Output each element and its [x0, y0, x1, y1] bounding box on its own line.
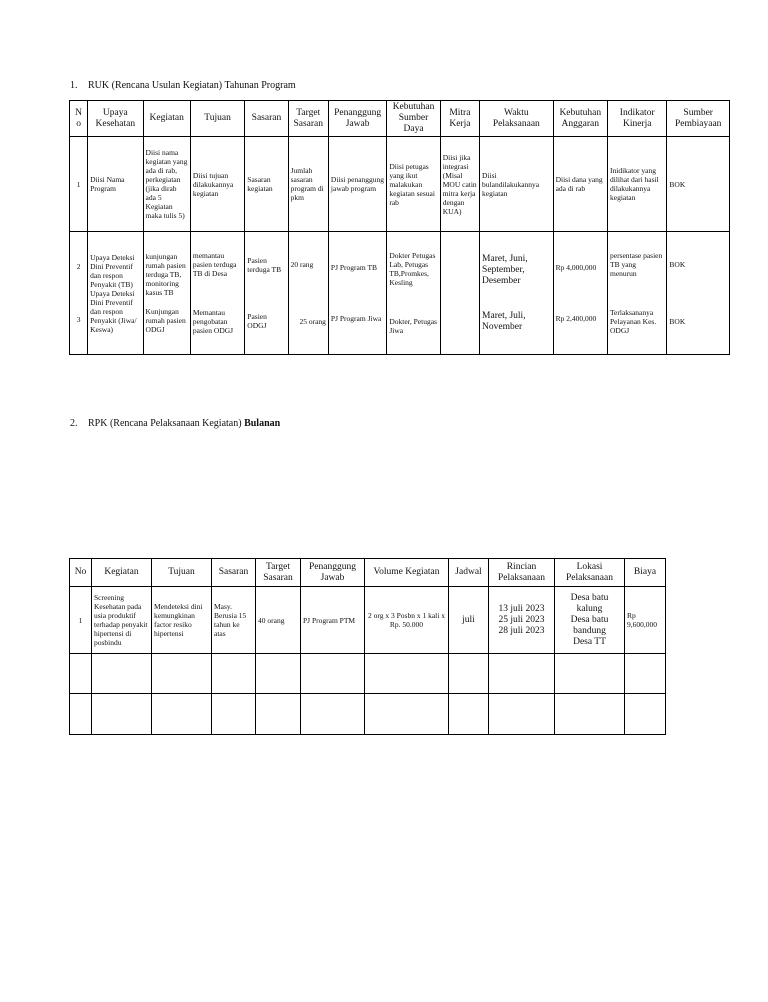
ruk-header-no: N o [70, 101, 88, 137]
rpk-header-tujuan: Tujuan [152, 559, 212, 587]
ruk-row3-target: 25 orang [299, 317, 326, 326]
ruk-row3-kegiatan: Kunjungan rumah pasien ODGJ [145, 307, 186, 334]
rpk-empty-row-1 [70, 654, 666, 694]
empty-cell [92, 694, 152, 735]
rpk-header-row [70, 559, 666, 587]
ruk-cell-target-group [288, 232, 328, 355]
ruk-row2-no: 2 [76, 262, 81, 271]
rpk-header-biaya: Biaya [625, 559, 666, 587]
ruk-row2-kegiatan: kunjungan rumah pasien terduga TB, monitoring kasus TB [145, 252, 186, 297]
ruk-header-anggaran: Kebutuhan Anggaran [553, 101, 607, 137]
section1-number: 1. [70, 80, 78, 91]
ruk-cell-tujuan-group [190, 232, 244, 355]
ruk-cell-pj-group [328, 232, 386, 355]
rpk-cell-sasaran: Masy. Berusia 15 tahun ke atas [212, 587, 256, 654]
ruk-row-1 [70, 137, 730, 232]
ruk-cell-mitra: Diisi jika integrasi (Misal MOU catin mitra kerja dengan KUA) [440, 137, 479, 232]
ruk-cell-upaya-group [88, 232, 143, 355]
ruk-cell-sasaran-group [245, 232, 288, 355]
ruk-cell-sumber-daya: Diisi petugas yang ikut malakukan kegiatan sesuai rab [387, 137, 440, 232]
ruk-header-row [70, 101, 730, 137]
rpk-cell-volume: 2 org x 3 Posbn x 1 kali x Rp. 50.000 [365, 587, 449, 654]
empty-cell [70, 694, 92, 735]
section1-heading [70, 80, 296, 92]
empty-cell [555, 654, 625, 694]
ruk-cell-indikator: Inidikator yang dilihat dari hasil dilakukannya kegiatan [607, 137, 666, 232]
ruk-cell-waktu: Diisi bulandilakukannya kegiatan [480, 137, 554, 232]
rpk-lokasi-3: Desa TT [573, 636, 606, 647]
rpk-header-no: No [70, 559, 92, 587]
empty-cell [365, 654, 449, 694]
ruk-header-mitra: Mitra Kerja [440, 101, 479, 137]
empty-cell [489, 694, 555, 735]
rpk-empty-row-2 [70, 694, 666, 735]
section2-heading [70, 418, 280, 430]
ruk-cell-anggaran-group [553, 232, 607, 355]
ruk-header-tujuan: Tujuan [190, 101, 244, 137]
ruk-cell-waktu-group [480, 232, 554, 355]
ruk-cell-pj: Diisi penanggung jawab program [328, 137, 386, 232]
ruk-cell-sumber-daya-group [387, 232, 440, 355]
rpk-cell-no: 1 [70, 587, 92, 654]
empty-cell [256, 694, 301, 735]
rpk-header-kegiatan: Kegiatan [92, 559, 152, 587]
ruk-cell-indikator-group [607, 232, 666, 355]
empty-cell [489, 654, 555, 694]
ruk-cell-anggaran: Diisi dana yang ada di rab [553, 137, 607, 232]
ruk-cell-upaya: Diisi Nama Program [88, 137, 143, 232]
section2-number: 2. [70, 418, 78, 429]
ruk-row3-no: 3 [76, 315, 81, 324]
empty-cell [70, 654, 92, 694]
ruk-row3-indikator: Terlaksananya Pelayanan Kes. ODGJ [609, 308, 657, 335]
empty-cell [449, 694, 489, 735]
empty-cell [301, 654, 365, 694]
rpk-header-target: Target Sasaran [256, 559, 301, 587]
ruk-cell-no: 1 [70, 137, 88, 232]
rpk-table [69, 558, 666, 735]
ruk-cell-target: Jumlah sasaran program di pkm [288, 137, 328, 232]
empty-cell [256, 654, 301, 694]
rpk-cell-rincian [489, 587, 555, 654]
empty-cell [625, 694, 666, 735]
ruk-cell-tujuan: Diisi tujuan dilakukannya kegiatan [190, 137, 244, 232]
empty-cell [555, 694, 625, 735]
ruk-row3-upaya: Upaya Deteksi Dini Preventif dan respon Penyakit (Jiwa/ Keswa) [90, 288, 137, 334]
empty-cell [152, 654, 212, 694]
rpk-cell-pj: PJ Program PTM [301, 587, 365, 654]
ruk-row2-sasaran: Pasien terduga TB [247, 256, 282, 274]
empty-cell [152, 694, 212, 735]
ruk-row3-sumber-daya: Dokter, Petugas Jiwa [389, 317, 437, 335]
rpk-cell-lokasi [555, 587, 625, 654]
rpk-header-lokasi: Lokasi Pelaksanaan [555, 559, 625, 587]
empty-cell [301, 694, 365, 735]
ruk-row2-pembiayaan: BOK [669, 260, 686, 269]
empty-cell [212, 694, 256, 735]
ruk-cell-no-group [70, 232, 88, 355]
ruk-header-upaya: Upaya Kesehatan [88, 101, 143, 137]
ruk-cell-kegiatan-group [143, 232, 190, 355]
rpk-header-rincian: Rincian Pelaksanaan [489, 559, 555, 587]
ruk-row3-anggaran: Rp 2,400,000 [555, 314, 597, 323]
rpk-lokasi-2: Desa batu bandung [570, 614, 609, 636]
ruk-cell-pembiayaan-group [667, 232, 730, 355]
ruk-header-pembiayaan: Sumber Pembiayaan [667, 101, 730, 137]
rpk-header-jadwal: Jadwal [449, 559, 489, 587]
section2-title-bold: Bulanan [244, 418, 281, 429]
ruk-header-sasaran: Sasaran [245, 101, 288, 137]
ruk-header-indikator: Indikator Kinerja [607, 101, 666, 137]
ruk-row2-sumber-daya: Dokter Petugas Lab, Petugas TB,Promkes, Kesling [389, 251, 436, 287]
section2-title: RPK (Rencana Pelaksanaan Kegiatan) [88, 418, 245, 429]
ruk-cell-pembiayaan: BOK [667, 137, 730, 232]
rpk-cell-biaya: Rp 9,600,000 [625, 587, 666, 654]
ruk-row3-sasaran: Pasien ODGJ [247, 312, 267, 330]
ruk-row2-upaya: Upaya Deteksi Dini Preventif dan respon Penyakit (TB) [90, 252, 135, 289]
ruk-cell-mitra-group [440, 232, 479, 355]
ruk-cell-sasaran: Sasaran kegiatan [245, 137, 288, 232]
ruk-row2-anggaran: Rp 4,000,000 [555, 263, 597, 272]
ruk-row3-pembiayaan: BOK [669, 317, 686, 326]
ruk-table [69, 100, 730, 355]
empty-cell [92, 654, 152, 694]
ruk-header-waktu: Waktu Pelaksanaan [480, 101, 554, 137]
ruk-row2-target: 20 rang [290, 260, 314, 269]
rpk-cell-target: 40 orang [256, 587, 301, 654]
rpk-header-volume: Volume Kegiatan [365, 559, 449, 587]
ruk-header-pj: Penanggung Jawab [328, 101, 386, 137]
empty-cell [365, 694, 449, 735]
ruk-header-target: Target Sasaran [288, 101, 328, 137]
rpk-rincian-2: 25 juli 2023 [498, 614, 545, 625]
empty-cell [212, 654, 256, 694]
rpk-header-sasaran: Sasaran [212, 559, 256, 587]
ruk-header-sumber-daya: Kebutuhan Sumber Daya [387, 101, 440, 137]
ruk-row2-indikator: persentase pasien TB yang menurun [609, 251, 663, 278]
empty-cell [625, 654, 666, 694]
empty-cell [449, 654, 489, 694]
ruk-header-kegiatan: Kegiatan [143, 101, 190, 137]
rpk-rincian-1: 13 juli 2023 [498, 603, 545, 614]
rpk-rincian-3: 28 juli 2023 [498, 625, 545, 636]
ruk-cell-kegiatan: Diisi nama kegiatan yang ada di rab, perkegiatan (jika dirab ada 5 Kegiatan maka tulis 5) [143, 137, 190, 232]
ruk-rows-2-3 [70, 232, 730, 355]
ruk-row2-tujuan: memantau pasien terduga TB di Desa [192, 251, 237, 278]
ruk-row3-pj: PJ Program Jiwa [330, 314, 382, 323]
rpk-cell-kegiatan: Screening Kesehatan pada usia produktif terhadap penyakit hipertensi di posbindu [92, 587, 152, 654]
rpk-header-pj: Penanggung Jawab [301, 559, 365, 587]
ruk-row2-pj: PJ Program TB [330, 263, 378, 272]
ruk-row2-waktu: Maret, Juni, September, Desember [482, 253, 528, 286]
ruk-row3-waktu: Maret, Juli, November [482, 310, 526, 332]
rpk-row-1 [70, 587, 666, 654]
section1-title: RUK (Rencana Usulan Kegiatan) Tahunan Program [88, 80, 296, 91]
rpk-cell-jadwal: juli [449, 587, 489, 654]
rpk-lokasi-1: Desa batu kalung [570, 592, 609, 614]
rpk-cell-tujuan: Mendeteksi dini kemungkinan factor resiko hipertensi [152, 587, 212, 654]
ruk-row3-tujuan: Memantau pengobatan pasien ODGJ [192, 308, 234, 335]
